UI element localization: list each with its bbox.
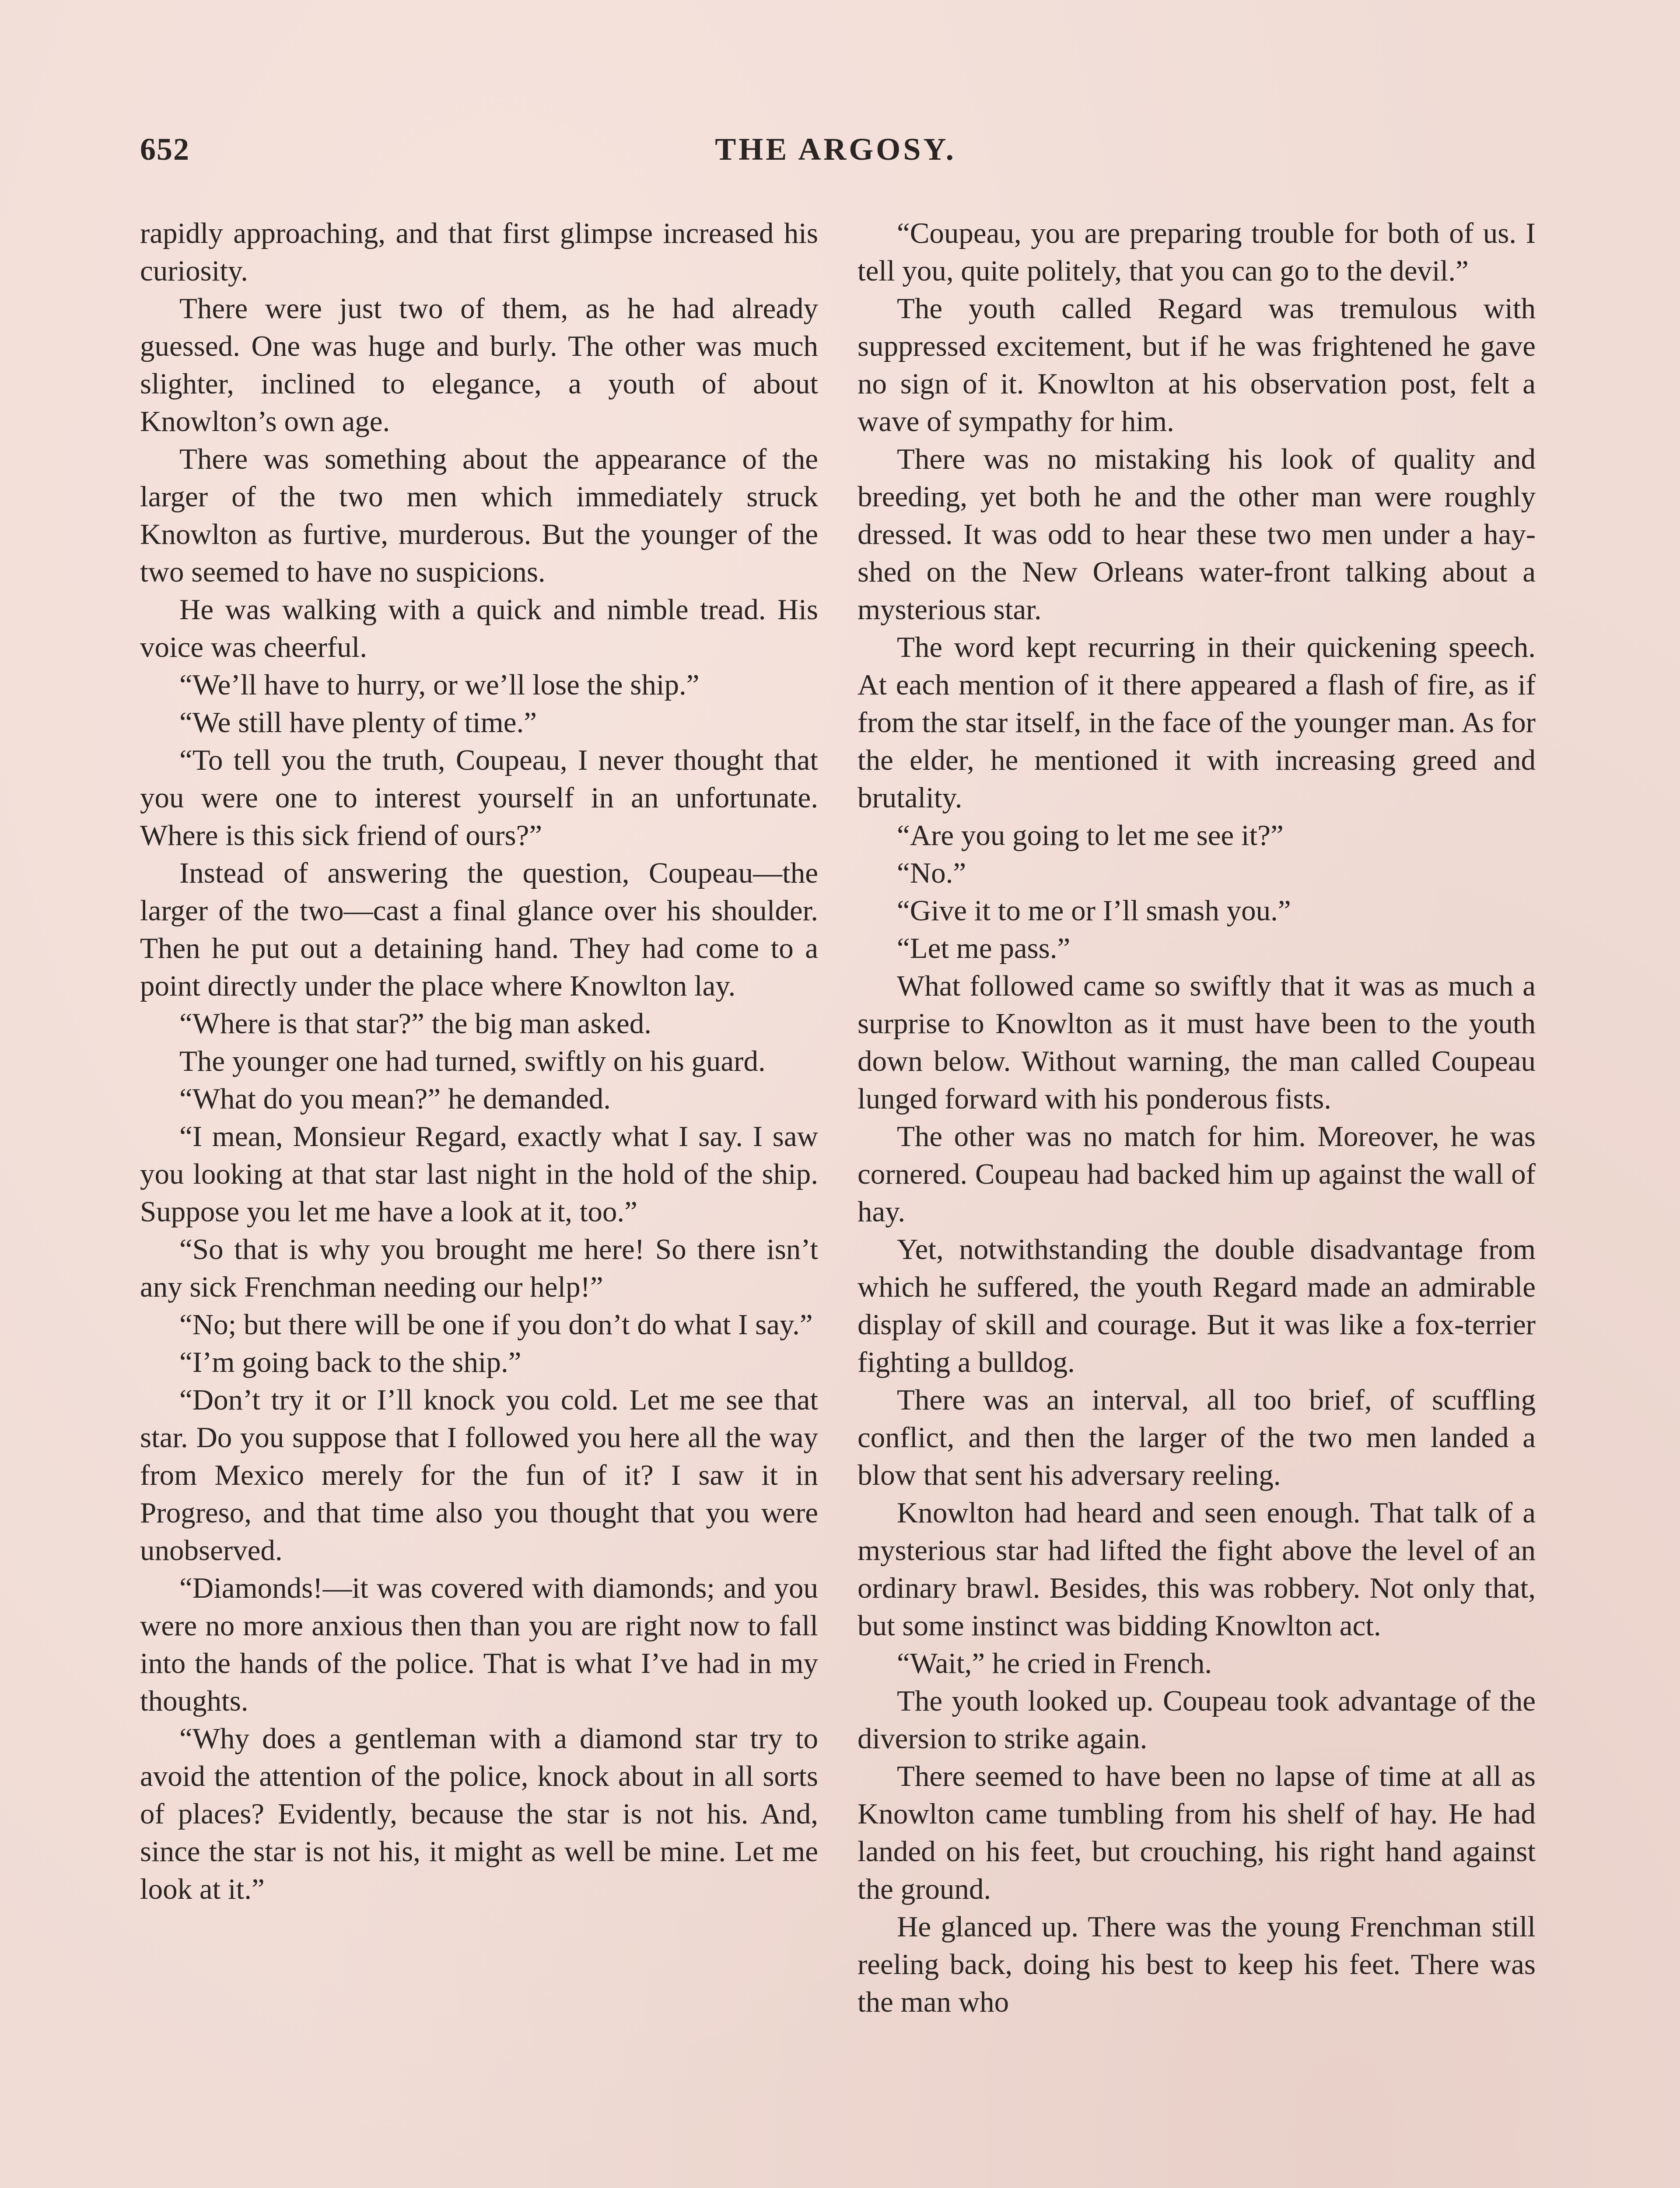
right-column	[858, 214, 1536, 2021]
paragraph: “We still have plenty of time.”	[179, 706, 537, 739]
paragraph: “No.”	[897, 857, 966, 889]
paragraph: The youth called Regard was tremulous with suppressed excitement, but if he was frightened he gave no sign of it. Knowlton at his observation post, felt a wave of sympathy for him.	[858, 292, 1536, 438]
paragraph: Knowlton had heard and seen enough. That talk of a mysterious star had lifted the fight above the level of an ordinary brawl. Besides, this was robbery. Not only that, but some instinct was bidding Knowlton act.	[858, 1497, 1536, 1642]
paragraph: “No; but there will be one if you don’t do what I say.”	[179, 1308, 813, 1341]
paragraph: He glanced up. There was the young Frenchman still reeling back, doing his best to keep his feet. There was the man who	[858, 1911, 1536, 2018]
paragraph: “I mean, Monsieur Regard, exactly what I say. I saw you looking at that star last night in the hold of the ship. Suppose you let me have a look at it, too.”	[140, 1120, 818, 1228]
paragraph: “Coupeau, you are preparing trouble for both of us. I tell you, quite politely, that you can go to the devil.”	[858, 217, 1536, 287]
paragraph: What followed came so swiftly that it was as much a surprise to Knowlton as it must have been to the youth down below. Without warning, the man called Coupeau lunged forward with his ponderous fists.	[858, 970, 1536, 1115]
paragraph: The youth looked up. Coupeau took advantage of the diversion to strike again.	[858, 1685, 1536, 1755]
paragraph: The word kept recurring in their quickening speech. At each mention of it there appeared a flash of fire, as if from the star itself, in the face of the younger man. As for the elder, he mentioned it with increasing greed and brutality.	[858, 631, 1536, 814]
paragraph: “To tell you the truth, Coupeau, I never thought that you were one to interest yourself in an unfortunate. Where is this sick friend of ours?”	[140, 744, 818, 852]
paragraph: Instead of answering the question, Coupeau—the larger of the two—cast a final glance over his shoulder. Then he put out a detaining hand. They had come to a point directly under the place where Knowlton lay.	[140, 857, 818, 1002]
paragraph: There was no mistaking his look of quality and breeding, yet both he and the other man were roughly dressed. It was odd to hear these two men under a hay-shed on the New Orleans water-front talking about a mysterious star.	[858, 443, 1536, 626]
paragraph: “Why does a gentleman with a diamond star try to avoid the attention of the police, knock about in all sorts of places? Evidently, because the star is not his. And, since the star is not his, it might as well be mine. Let me look at it.”	[140, 1722, 818, 1905]
paragraph: “Give it to me or I’ll smash you.”	[897, 894, 1291, 927]
paragraph: There were just two of them, as he had already guessed. One was huge and burly. The other was much slighter, inclined to elegance, a youth of about Knowlton’s own age.	[140, 292, 818, 438]
paragraph: “Diamonds!—it was covered with diamonds; and you were no more anxious then than you are right now to fall into the hands of the police. That is what I’ve had in my thoughts.	[140, 1572, 818, 1717]
running-title: THE ARGOSY.	[715, 132, 956, 167]
paragraph: “Don’t try it or I’ll knock you cold. Let me see that star. Do you suppose that I followed you here all the way from Mexico merely for the fun of it? I saw it in Progreso, and that time also you thought that you were unobserved.	[140, 1384, 818, 1567]
paragraph: “We’ll have to hurry, or we’ll lose the ship.”	[179, 669, 700, 701]
text-columns	[140, 214, 1540, 2188]
paragraph: He was walking with a quick and nimble tread. His voice was cheerful.	[140, 593, 818, 663]
paragraph: Yet, notwithstanding the double disadvantage from which he suffered, the youth Regard made an admirable display of skill and courage. But it was like a fox-terrier fighting a bulldog.	[858, 1233, 1536, 1378]
paragraph: “Are you going to let me see it?”	[897, 819, 1284, 852]
paragraph: The younger one had turned, swiftly on his guard.	[179, 1045, 766, 1077]
paragraph: rapidly approaching, and that first glimpse increased his curiosity.	[140, 217, 818, 287]
paragraph: “Wait,” he cried in French.	[897, 1647, 1212, 1680]
paragraph: The other was no match for him. Moreover, he was cornered. Coupeau had backed him up against the wall of hay.	[858, 1120, 1536, 1228]
page-header	[140, 131, 1531, 179]
paragraph: There seemed to have been no lapse of time at all as Knowlton came tumbling from his shelf of hay. He had landed on his feet, but crouching, his right hand against the ground.	[858, 1760, 1536, 1905]
left-column	[140, 214, 818, 1908]
paragraph: “Where is that star?” the big man asked.	[179, 1007, 652, 1040]
paragraph: “Let me pass.”	[897, 932, 1071, 964]
paragraph: There was something about the appearance of the larger of the two men which immediately struck Knowlton as furtive, murderous. But the younger of the two seemed to have no suspicions.	[140, 443, 818, 588]
paragraph: “So that is why you brought me here! So there isn’t any sick Frenchman needing our help!”	[140, 1233, 818, 1303]
paragraph: There was an interval, all too brief, of scuffling conflict, and then the larger of the two men landed a blow that sent his adversary reeling.	[858, 1384, 1536, 1491]
paragraph: “I’m going back to the ship.”	[179, 1346, 522, 1378]
page-number: 652	[140, 132, 190, 167]
paragraph: “What do you mean?” he demanded.	[179, 1083, 611, 1115]
